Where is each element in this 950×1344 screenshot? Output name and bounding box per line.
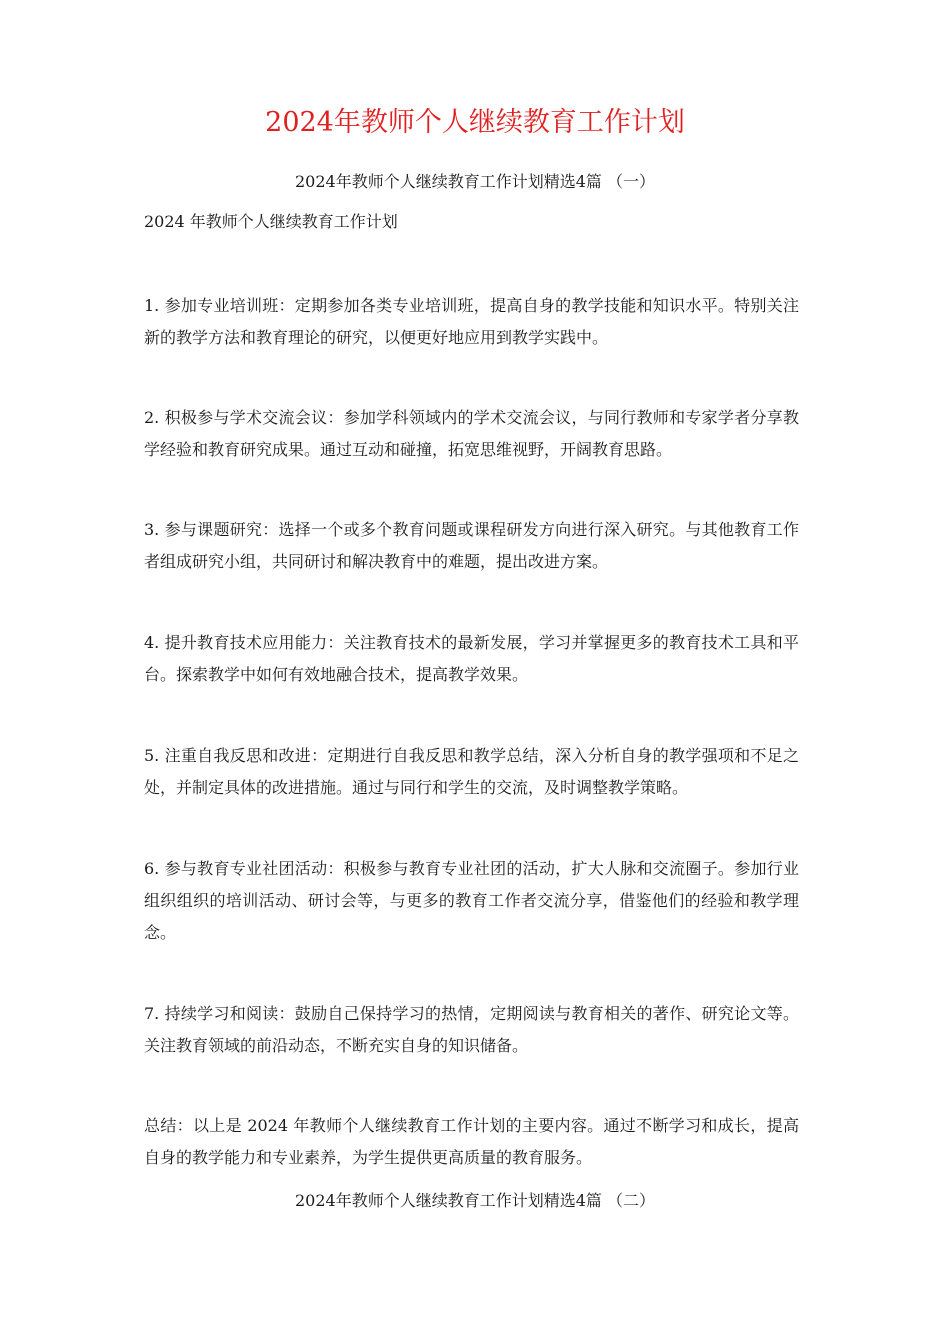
plan-item-7: 7. 持续学习和阅读：鼓励自己保持学习的热情，定期阅读与教育相关的著作、研究论文等。关注教育领域的前沿动态，不断充实自身的知识储备。 [144,1004,799,1055]
section-subtitle-1: 2024年教师个人继续教育工作计划精选4篇 （一） [295,172,655,191]
plan-item-4: 4. 提升教育技术应用能力：关注教育技术的最新发展，学习并掌握更多的教育技术工具和平台。探索教学中如何有效地融合技术，提高教学效果。 [144,633,799,684]
plan-item-1: 1. 参加专业培训班：定期参加各类专业培训班，提高自身的教学技能和知识水平。特别关注新的教学方法和教育理论的研究，以便更好地应用到教学实践中。 [144,296,799,347]
document-title: 2024年教师个人继续教育工作计划 [265,107,685,138]
section-subtitle-2: 2024年教师个人继续教育工作计划精选4篇 （二） [295,1191,655,1210]
plan-item-3: 3. 参与课题研究：选择一个或多个教育问题或课程研发方向进行深入研究。与其他教育工作者组成研究小组，共同研讨和解决教育中的难题，提出改进方案。 [144,520,799,571]
plan-item-5: 5. 注重自我反思和改进：定期进行自我反思和教学总结，深入分析自身的教学强项和不足之处，并制定具体的改进措施。通过与同行和学生的交流，及时调整教学策略。 [144,746,799,797]
plan-item-6: 6. 参与教育专业社团活动：积极参与教育专业社团的活动，扩大人脉和交流圈子。参加行业组织组织的培训活动、研讨会等，与更多的教育工作者交流分享，借鉴他们的经验和教学理念。 [144,859,799,942]
section-heading: 2024 年教师个人继续教育工作计划 [144,212,398,231]
summary-paragraph: 总结：以上是 2024 年教师个人继续教育工作计划的主要内容。通过不断学习和成长，提高自身的教学能力和专业素养，为学生提供更高质量的教育服务。 [144,1116,799,1167]
plan-item-2: 2. 积极参与学术交流会议：参加学科领域内的学术交流会议，与同行教师和专家学者分享教学经验和教育研究成果。通过互动和碰撞，拓宽思维视野，开阔教育思路。 [144,408,799,459]
